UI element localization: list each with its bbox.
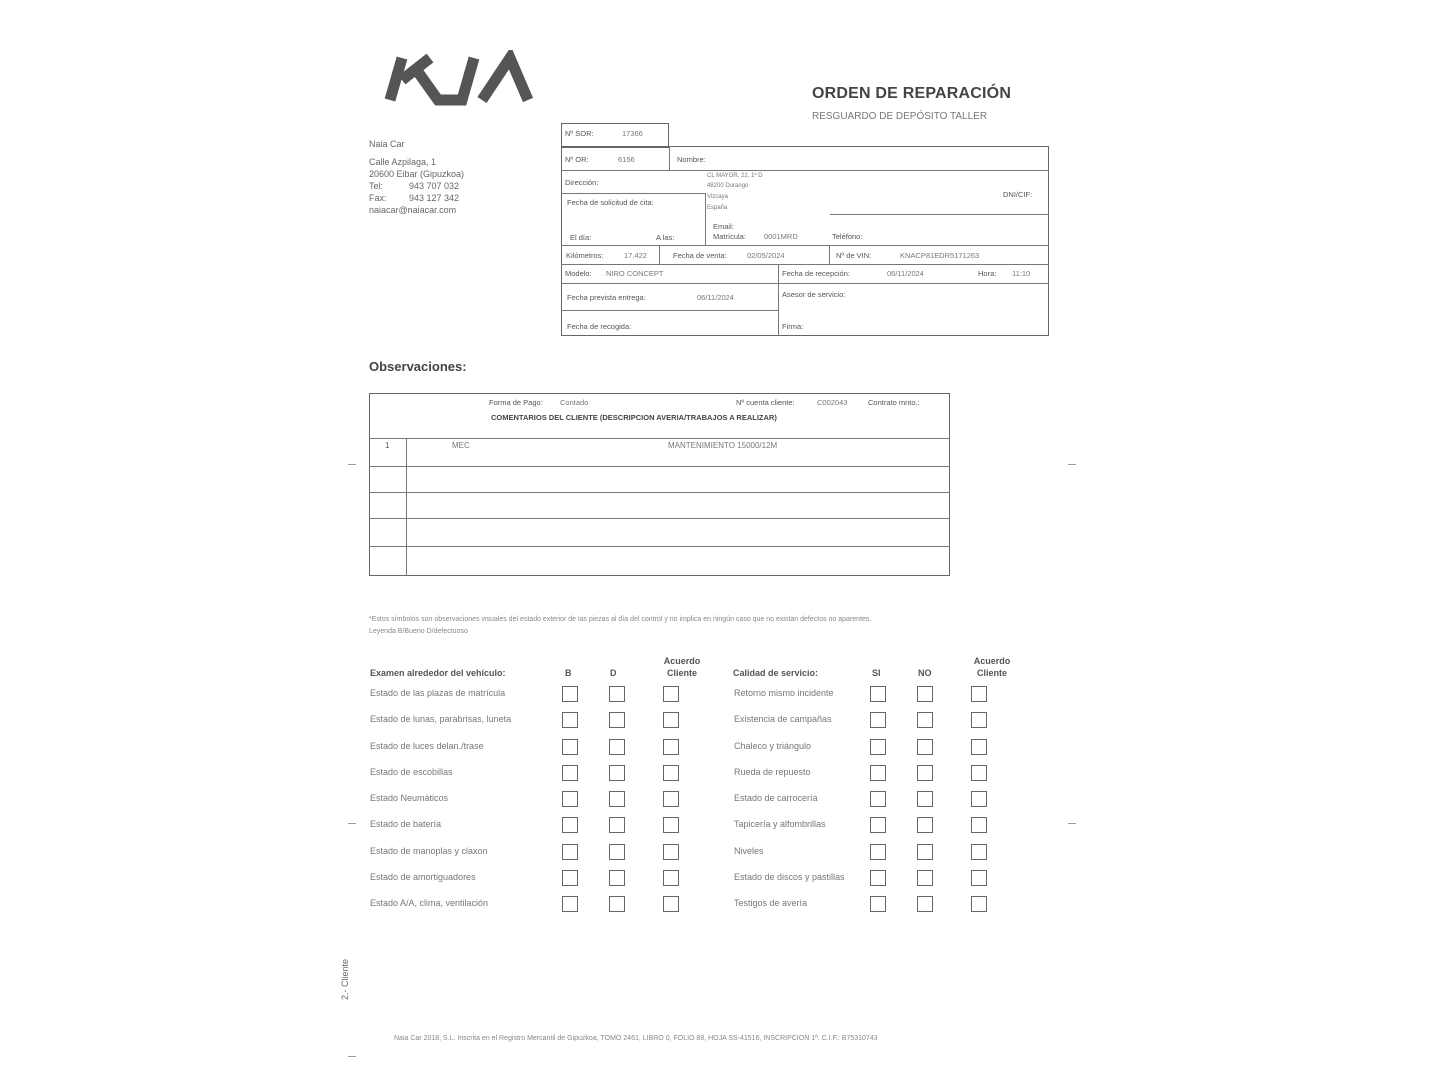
calidad-checkbox-si[interactable]	[870, 870, 886, 886]
examen-checkbox-d[interactable]	[609, 686, 625, 702]
firma-label: Firma:	[782, 322, 804, 331]
scan-mark	[1068, 464, 1076, 465]
copy-label: 2.- Cliente	[340, 958, 350, 1000]
examen-checkbox-b[interactable]	[562, 739, 578, 755]
examen-header: Examen alrededor del vehículo:	[370, 668, 506, 678]
examen-checkbox-acuerdo[interactable]	[663, 739, 679, 755]
calidad-item-label: Retorno mismo incidente	[734, 688, 834, 698]
obs-row-type: MEC	[452, 441, 470, 450]
calidad-checkbox-acuerdo[interactable]	[971, 765, 987, 781]
or-value: 6156	[618, 155, 635, 164]
examen-checkbox-b[interactable]	[562, 712, 578, 728]
calidad-checkbox-no[interactable]	[917, 712, 933, 728]
examen-checkbox-d[interactable]	[609, 791, 625, 807]
calidad-checkbox-si[interactable]	[870, 817, 886, 833]
examen-checkbox-b[interactable]	[562, 765, 578, 781]
calidad-checkbox-acuerdo[interactable]	[971, 870, 987, 886]
examen-checkbox-d[interactable]	[609, 870, 625, 886]
scan-mark	[348, 823, 356, 824]
direccion-label: Dirección:	[565, 178, 599, 187]
legend-note-line1: *Estos símbolos son observaciones visuales del estado exterior de las piezas al día del control y no implica en ningún caso que no existan defectos no aparentes.	[369, 616, 872, 623]
dealer-tel: 943 707 032	[409, 181, 460, 191]
examen-checkbox-acuerdo[interactable]	[663, 712, 679, 728]
calidad-checkbox-no[interactable]	[917, 817, 933, 833]
email-label: Email:	[713, 222, 734, 231]
entrega-value: 06/11/2024	[697, 293, 734, 302]
examen-checkbox-b[interactable]	[562, 844, 578, 860]
recogida-label: Fecha de recogida:	[567, 322, 632, 331]
calidad-header: Calidad de servicio:	[733, 668, 819, 678]
calidad-item-label: Testigos de avería	[734, 898, 808, 908]
calidad-checkbox-acuerdo[interactable]	[971, 712, 987, 728]
address-line-1: CL MAYOR, 22, 1º D	[707, 173, 763, 179]
examen-checkbox-d[interactable]	[609, 765, 625, 781]
examen-item-label: Estado de manoplas y claxon	[370, 846, 488, 856]
calidad-checkbox-acuerdo[interactable]	[971, 896, 987, 912]
obs-row-desc: MANTENIMIENTO 15000/12M	[668, 441, 778, 450]
dealer-address2: 20600 Eibar (Gipuzkoa)	[369, 169, 465, 179]
calidad-checkbox-si[interactable]	[870, 896, 886, 912]
dealer-fax-label: Fax:	[369, 193, 387, 203]
calidad-checkbox-no[interactable]	[917, 870, 933, 886]
calidad-checkbox-no[interactable]	[917, 844, 933, 860]
calidad-item-label: Existencia de campañas	[734, 714, 832, 724]
examen-checkbox-b[interactable]	[562, 686, 578, 702]
examen-acuerdo-line2: Cliente	[666, 668, 697, 678]
dealer-tel-label: Tel:	[369, 181, 384, 191]
examen-item-label: Estado de luces delan./trase	[370, 741, 484, 751]
km-label: Kilómetros:	[566, 251, 604, 260]
calidad-col-acuerdo	[962, 655, 1022, 679]
matricula-label: Matrícula:	[713, 232, 746, 241]
calidad-checkbox-acuerdo[interactable]	[971, 739, 987, 755]
examen-checkbox-d[interactable]	[609, 844, 625, 860]
calidad-checkbox-acuerdo[interactable]	[971, 686, 987, 702]
dealer-name: Naia Car	[369, 139, 405, 149]
km-value: 17.422	[624, 251, 647, 260]
kia-logo	[382, 50, 538, 106]
a-las-label: A las:	[656, 233, 675, 242]
examen-item-label: Estado de escobillas	[370, 767, 453, 777]
calidad-acuerdo-line1: Acuerdo	[973, 656, 1011, 666]
calidad-checkbox-acuerdo[interactable]	[971, 817, 987, 833]
calidad-checkbox-no[interactable]	[917, 686, 933, 702]
vin-label: Nº de VIN:	[836, 251, 872, 260]
examen-checkbox-d[interactable]	[609, 817, 625, 833]
calidad-acuerdo-line2: Cliente	[976, 668, 1007, 678]
examen-col-acuerdo	[652, 655, 712, 679]
scan-mark	[1068, 823, 1076, 824]
fecha-recepcion-label: Fecha de recepción:	[782, 269, 850, 278]
dealer-address1: Calle Azpilaga, 1	[369, 157, 437, 167]
dni-label: DNI/CIF:	[1003, 190, 1033, 199]
address-line-4: España	[707, 205, 728, 211]
examen-item-label: Estado de las plazas de matrícula	[370, 688, 506, 698]
examen-checkbox-acuerdo[interactable]	[663, 791, 679, 807]
scan-mark	[348, 464, 356, 465]
modelo-value: NIRO CONCEPT	[606, 269, 664, 278]
fecha-cita-label: Fecha de solicitud de cita:	[567, 198, 654, 207]
order-box	[561, 146, 1049, 336]
examen-checkbox-b[interactable]	[562, 896, 578, 912]
examen-item-label: Estado de lunas, parabrisas, luneta	[370, 714, 512, 724]
calidad-checkbox-acuerdo[interactable]	[971, 844, 987, 860]
legend-note-line2: Leyenda B/Bueno D/defectuoso	[369, 628, 468, 635]
contrato-label: Contrato mnto.:	[868, 398, 920, 407]
calidad-col-si: SI	[872, 668, 881, 678]
cuenta-value: C002043	[817, 398, 848, 407]
address-line-2: 48200 Durango	[707, 183, 749, 189]
address-line-3: Vizcaya	[707, 194, 728, 200]
calidad-checkbox-si[interactable]	[870, 844, 886, 860]
examen-item-label: Estado A/A, clima, ventilación	[370, 898, 489, 908]
examen-acuerdo-line1: Acuerdo	[663, 656, 701, 666]
calidad-checkbox-no[interactable]	[917, 791, 933, 807]
examen-checkbox-d[interactable]	[609, 712, 625, 728]
examen-checkbox-acuerdo[interactable]	[663, 844, 679, 860]
calidad-item-label: Tapicería y alfombrillas	[734, 819, 826, 829]
examen-checkbox-d[interactable]	[609, 896, 625, 912]
matricula-value: 0001MRD	[764, 232, 798, 241]
calidad-col-no: NO	[918, 668, 932, 678]
calidad-checkbox-si[interactable]	[870, 765, 886, 781]
scan-mark	[348, 1056, 356, 1057]
cuenta-label: Nº cuenta cliente:	[736, 398, 795, 407]
legal-footer: Naia Car 2018, S.L. Inscrita en el Registro Mercantil de Gipuzkoa, TOMO 2461, LIBRO 0, FOLIO 88, HOJA SS-41516, INSCRIPCION 1ª. C.I.F.: B75310743	[394, 1035, 878, 1042]
nombre-label: Nombre:	[677, 155, 706, 164]
forma-pago-label: Forma de Pago:	[489, 398, 543, 407]
telefono-label: Teléfono:	[832, 232, 863, 241]
hora-label: Hora:	[978, 269, 997, 278]
calidad-item-label: Estado de carrocería	[734, 793, 818, 803]
dealer-info	[369, 138, 464, 216]
examen-item-label: Estado de amortiguadores	[370, 872, 476, 882]
document-title: ORDEN DE REPARACIÓN	[812, 85, 1012, 102]
document-subtitle: RESGUARDO DE DEPÓSITO TALLER	[812, 111, 988, 122]
fecha-venta-label: Fecha de venta:	[673, 251, 727, 260]
fecha-venta-value: 02/05/2024	[747, 251, 785, 260]
forma-pago-value: Contado	[560, 398, 589, 407]
examen-checkbox-b[interactable]	[562, 870, 578, 886]
examen-checkbox-b[interactable]	[562, 817, 578, 833]
el-dia-label: El día:	[570, 233, 592, 242]
calidad-checkbox-acuerdo[interactable]	[971, 791, 987, 807]
sor-label: Nº SOR:	[565, 129, 594, 138]
calidad-checkbox-no[interactable]	[917, 765, 933, 781]
examen-checkbox-b[interactable]	[562, 791, 578, 807]
hora-value: 11:10	[1012, 269, 1031, 278]
entrega-label: Fecha prevista entrega:	[567, 293, 646, 302]
modelo-label: Modelo:	[565, 269, 592, 278]
examen-checkbox-acuerdo[interactable]	[663, 870, 679, 886]
or-label: Nº OR:	[565, 155, 589, 164]
legend-note	[369, 614, 1049, 638]
calidad-item-label: Niveles	[734, 846, 764, 856]
examen-checkbox-acuerdo[interactable]	[663, 817, 679, 833]
calidad-item-label: Rueda de repuesto	[734, 767, 811, 777]
examen-checkbox-acuerdo[interactable]	[663, 765, 679, 781]
fecha-recepcion-value: 06/11/2024	[887, 269, 924, 278]
examen-col-b: B	[565, 668, 572, 678]
calidad-item-label: Chaleco y triángulo	[734, 741, 812, 751]
dealer-fax: 943 127 342	[409, 193, 460, 203]
examen-item-label: Estado Neumáticos	[370, 793, 449, 803]
examen-col-d: D	[610, 668, 617, 678]
calidad-checkbox-si[interactable]	[870, 686, 886, 702]
examen-item-label: Estado de batería	[370, 819, 442, 829]
calidad-checkbox-si[interactable]	[870, 712, 886, 728]
dealer-email: naiacar@naiacar.com	[369, 205, 457, 215]
calidad-checkbox-si[interactable]	[870, 739, 886, 755]
obs-row-num: 1	[385, 441, 390, 450]
sor-value: 17366	[622, 129, 643, 138]
examen-checkbox-acuerdo[interactable]	[663, 896, 679, 912]
calidad-checkbox-no[interactable]	[917, 739, 933, 755]
comentarios-label: COMENTARIOS DEL CLIENTE (DESCRIPCION AVERIA/TRABAJOS A REALIZAR)	[491, 413, 777, 422]
calidad-checkbox-si[interactable]	[870, 791, 886, 807]
asesor-label: Asesor de servicio:	[782, 290, 846, 299]
calidad-item-label: Estado de discos y pastillas	[734, 872, 845, 882]
examen-checkbox-acuerdo[interactable]	[663, 686, 679, 702]
calidad-checkbox-no[interactable]	[917, 896, 933, 912]
observaciones-title: Observaciones:	[369, 359, 467, 374]
vin-value: KNACP81EDR5171263	[900, 251, 980, 260]
examen-checkbox-d[interactable]	[609, 739, 625, 755]
